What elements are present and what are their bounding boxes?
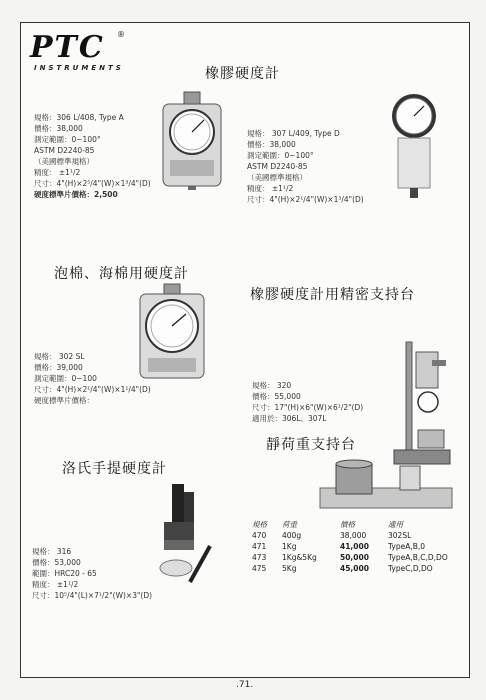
ptc-logo: PTC <box>30 30 105 65</box>
spec-line: 規格： 307 L/409, Type D <box>247 129 340 138</box>
spec-list-302sl <box>34 351 151 406</box>
table-header-cell: 規格 <box>252 520 267 529</box>
spec-list-320 <box>252 380 363 424</box>
spec-line: ASTM D2240-85 <box>34 146 95 155</box>
durometer-type-d-image <box>388 90 440 200</box>
spec-line: 尺寸：10⁵/4"(L)×7¹/2"(W)×3"(D) <box>32 591 153 600</box>
table-header-row <box>252 519 478 530</box>
table-cell: 475 <box>252 564 267 573</box>
section-title-precision-stand: 橡膠硬度計用精密支持台 <box>250 287 415 303</box>
table-cell: 38,000 <box>340 531 367 540</box>
spec-line: 測定範圍：0~100° <box>34 135 101 144</box>
table-cell: 1Kg&5Kg <box>282 553 317 562</box>
spec-line: 精度： ±1¹/2 <box>34 168 81 177</box>
table-cell: TypeA,B,0 <box>388 542 426 551</box>
spec-line: （美國標準規格） <box>247 173 307 182</box>
spec-line: 規格： 302 SL <box>34 352 85 361</box>
spec-line: ASTM D2240-85 <box>247 162 308 171</box>
table-cell: 5Kg <box>282 564 297 573</box>
table-cell: 50,000 <box>340 553 369 562</box>
table-header-cell: 適用 <box>388 520 403 529</box>
table-cell: 471 <box>252 542 267 551</box>
static-load-stand-image <box>318 456 454 512</box>
spec-list-type-a <box>34 112 151 200</box>
spec-line: 硬度標準片價格：2,500 <box>34 190 118 199</box>
logo-subtitle: INSTRUMENTS <box>34 64 124 72</box>
spec-line: 規格： 316 <box>32 547 72 556</box>
table-row <box>252 552 478 563</box>
rockwell-tester-image <box>150 482 228 586</box>
spec-line: （美國標準規格） <box>34 157 94 166</box>
spec-line: 尺寸：4"(H)×2⁵/4"(W)×1³/4"(D) <box>34 179 151 188</box>
spec-line: 測定範圍：0~100 <box>34 374 97 383</box>
table-cell: TypeA,B,C,D,DO <box>388 553 448 562</box>
registered-mark: ® <box>117 30 125 39</box>
static-load-stand-table <box>252 519 478 574</box>
spec-line: 測定範圍：0~100° <box>247 151 314 160</box>
spec-line: 硬度標準片價格： <box>34 396 94 405</box>
durometer-type-a-image <box>158 90 226 190</box>
spec-line: 精度： ±1¹/2 <box>32 580 79 589</box>
table-cell: 400g <box>282 531 302 540</box>
table-cell: 473 <box>252 553 267 562</box>
spec-line: 適用於：306L、307L <box>252 414 327 423</box>
spec-line: 規格： 320 <box>252 381 292 390</box>
section-title-static-load-stand: 靜荷重支持台 <box>266 437 356 453</box>
spec-line: 價格：38,000 <box>247 140 296 149</box>
spec-line: 範圍：HRC20 - 65 <box>32 569 97 578</box>
table-cell: 41,000 <box>340 542 369 551</box>
spec-line: 尺寸：4"(H)×2¹/4"(W)×1³/4"(D) <box>247 195 364 204</box>
section-title-rockwell: 洛氏手提硬度計 <box>62 461 167 477</box>
table-cell: 470 <box>252 531 267 540</box>
spec-line: 價格：55,000 <box>252 392 301 401</box>
spec-line: 價格：53,000 <box>32 558 81 567</box>
table-cell: TypeC,D,DO <box>388 564 433 573</box>
spec-line: 規格：306 L/408, Type A <box>34 113 124 122</box>
spec-line: 價格：39,000 <box>34 363 83 372</box>
table-header-cell: 價格 <box>340 520 355 529</box>
spec-line: 價格：38,000 <box>34 124 83 133</box>
precision-stand-image <box>392 340 454 470</box>
spec-line: 尺寸：4"(H)×2¹/4"(W)×1¹/4"(D) <box>34 385 151 394</box>
spec-line: 尺寸：17"(H)×6"(W)×6¹/2"(D) <box>252 403 364 412</box>
table-header-cell: 荷重 <box>282 520 297 529</box>
spec-list-316 <box>32 546 152 601</box>
section-title-foam-hardness: 泡棉、海棉用硬度計 <box>54 266 189 282</box>
page-number: .71. <box>236 680 254 690</box>
table-row <box>252 563 478 574</box>
table-cell: 1Kg <box>282 542 297 551</box>
table-cell: 302SL <box>388 531 412 540</box>
section-title-rubber-hardness: 橡膠硬度計 <box>205 66 280 82</box>
spec-line: 精度： ±1¹/2 <box>247 184 294 193</box>
table-cell: 45,000 <box>340 564 369 573</box>
table-row <box>252 541 478 552</box>
spec-list-type-d <box>247 128 364 205</box>
table-row <box>252 530 478 541</box>
